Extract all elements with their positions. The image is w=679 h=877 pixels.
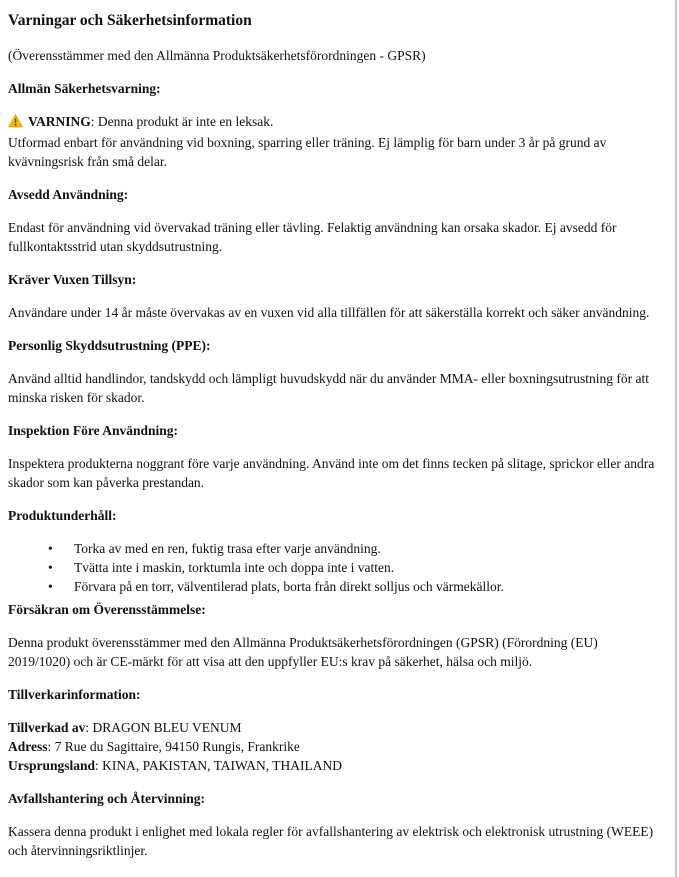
list-item: • Förvara på en torr, välventilerad plats, borta från direkt solljus och värmekällor. bbox=[48, 577, 655, 596]
warning-text: : Denna produkt är inte en leksak. bbox=[90, 114, 274, 129]
section-heading-manufacturer: Tillverkarinformation: bbox=[8, 687, 141, 702]
page-title: Varningar och Säkerhetsinformation bbox=[8, 12, 252, 29]
field-label: Ursprungsland bbox=[8, 758, 96, 773]
field-label: Adress bbox=[8, 739, 48, 754]
conformity-body: Denna produkt överensstämmer med den Allmänna Produktsäkerhetsförordningen (GPSR) (Förordning (EU) 2019/1020) och är CE-märkt för att visa att den uppfyller EU:s krav på säkerhet, hälsa och miljö. bbox=[8, 635, 598, 669]
section-heading-conformity: Försäkran om Överensstämmelse: bbox=[8, 602, 206, 617]
warning-line bbox=[8, 112, 655, 133]
disposal-body: Kassera denna produkt i enlighet med lokala regler för avfallshantering av elektrisk och elektronisk utrustning (WEEE) och återvinningsriktlinjer. bbox=[8, 824, 654, 858]
list-item: • Tvätta inte i maskin, torktumla inte och doppa inte i vatten. bbox=[48, 558, 655, 577]
manufacturer-field-made-by bbox=[8, 718, 655, 737]
field-value: : DRAGON BLEU VENUM bbox=[85, 720, 242, 735]
section-heading-maintenance: Produktunderhåll: bbox=[8, 508, 117, 523]
manufacturer-info bbox=[8, 718, 655, 775]
manufacturer-field-address bbox=[8, 737, 655, 756]
compliance-note: (Överensstämmer med den Allmänna Produktsäkerhetsförordningen - GPSR) bbox=[8, 48, 426, 63]
maintenance-bullet-list bbox=[8, 539, 655, 596]
section-heading-general-warning: Allmän Säkerhetsvarning: bbox=[8, 81, 161, 96]
section-heading-adult-supervision: Kräver Vuxen Tillsyn: bbox=[8, 272, 137, 287]
section-heading-disposal: Avfallshantering och Återvinning: bbox=[8, 791, 206, 806]
page-edge-divider bbox=[675, 0, 677, 877]
section-heading-ppe: Personlig Skyddsutrustning (PPE): bbox=[8, 338, 211, 353]
list-item: • Torka av med en ren, fuktig trasa efter varje användning. bbox=[48, 539, 655, 558]
field-value: : 7 Rue du Sagittaire, 94150 Rungis, Frankrike bbox=[47, 739, 300, 754]
warning-label: VARNING bbox=[28, 114, 91, 129]
manufacturer-field-origin bbox=[8, 756, 655, 775]
adult-supervision-body: Användare under 14 år måste övervakas av en vuxen vid alla tillfällen för att säkerställa korrekt och säker användning. bbox=[8, 305, 650, 320]
inspection-body: Inspektera produkterna noggrant före varje användning. Använd inte om det finns tecken på slitage, sprickor eller andra skador som kan påverka prestandan. bbox=[8, 456, 655, 490]
section-heading-intended-use: Avsedd Användning: bbox=[8, 187, 129, 202]
field-label: Tillverkad av bbox=[8, 720, 86, 735]
warning-triangle-icon bbox=[8, 114, 23, 133]
field-value: : KINA, PAKISTAN, TAIWAN, THAILAND bbox=[95, 758, 343, 773]
ppe-body: Använd alltid handlindor, tandskydd och lämpligt huvudskydd när du använder MMA- eller boxningsutrustning för att minska risken för skador. bbox=[8, 371, 649, 405]
intended-use-body: Endast för användning vid övervakad träning eller tävling. Felaktig användning kan orsaka skador. Ej avsedd för fullkontaktsstrid utan skyddsutrustning. bbox=[8, 220, 617, 254]
general-warning-body: Utformad enbart för användning vid boxning, sparring eller träning. Ej lämplig för barn under 3 år på grund av kvävningsrisk från små delar. bbox=[8, 135, 607, 169]
section-heading-inspection: Inspektion Före Användning: bbox=[8, 423, 179, 438]
